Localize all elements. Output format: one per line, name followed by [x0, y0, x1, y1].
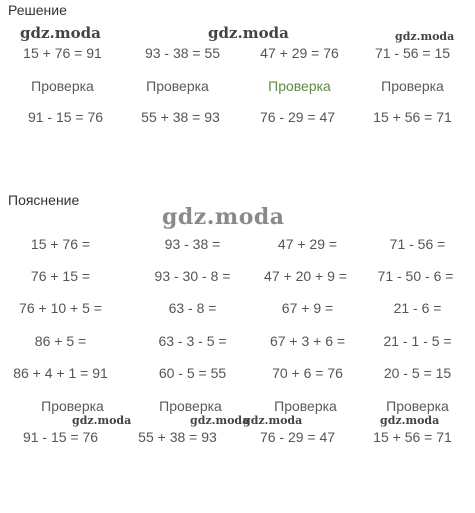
solution-check-labels-row — [0, 75, 475, 97]
explanation-step: 93 - 38 = — [164, 236, 221, 252]
explanation-step: 15 + 76 = — [30, 236, 91, 252]
check-equation: 76 - 29 = 47 — [259, 109, 336, 125]
explanation-step: 21 - 6 = — [393, 300, 442, 316]
explanation-step: 86 + 5 = — [34, 333, 87, 349]
explanation-row — [0, 265, 475, 287]
explanation-step: 71 - 50 - 6 = — [377, 268, 454, 284]
solution-equation: 15 + 76 = 91 — [23, 45, 102, 61]
check-equation: 55 + 38 = 93 — [138, 429, 217, 445]
explanation-step: 76 + 15 = — [30, 268, 91, 284]
check-equation: 91 - 15 = 76 — [27, 109, 104, 125]
check-label: Проверка — [381, 78, 444, 94]
explanation-step: 60 - 5 = 55 — [158, 365, 227, 381]
watermark: gdz.moda — [190, 414, 250, 427]
check-equation: 55 + 38 = 93 — [141, 109, 220, 125]
explanation-step: 20 - 5 = 15 — [383, 365, 452, 381]
explanation-step: 70 + 6 = 76 — [272, 365, 343, 381]
explanation-step: 47 + 29 = — [277, 236, 338, 252]
watermark: gdz.moda — [208, 24, 289, 42]
explanation-row — [0, 330, 475, 352]
watermark: gdz.moda — [20, 24, 101, 42]
explanation-heading: Пояснение — [8, 192, 80, 208]
explanation-step: 63 - 8 = — [168, 300, 217, 316]
solution-checks-row — [0, 106, 475, 128]
solution-equations-row — [0, 42, 475, 64]
check-label: Проверка — [386, 398, 449, 414]
watermark: gdz.moda — [162, 204, 285, 230]
check-label: Проверка — [31, 78, 94, 94]
explanation-step: 76 + 10 + 5 = — [19, 300, 102, 316]
check-label: Проверка — [274, 398, 337, 414]
explanation-step: 63 - 3 - 5 = — [158, 333, 227, 349]
check-label: Проверка — [268, 78, 331, 94]
check-equation: 76 - 29 = 47 — [259, 429, 336, 445]
check-equation: 15 + 56 = 71 — [373, 429, 452, 445]
watermark: gdz.moda — [395, 30, 455, 43]
check-equation: 15 + 56 = 71 — [373, 109, 452, 125]
solution-equation: 71 - 56 = 15 — [374, 45, 451, 61]
watermark: gdz.moda — [72, 414, 132, 427]
explanation-step: 67 + 9 = — [281, 300, 334, 316]
watermark: gdz.moda — [380, 414, 440, 427]
explanation-step: 71 - 56 = — [389, 236, 446, 252]
watermark: gdz.moda — [243, 414, 303, 427]
check-label: Проверка — [41, 398, 104, 414]
explanation-step: 67 + 3 + 6 = — [269, 333, 346, 349]
solution-heading: Решение — [8, 2, 67, 18]
check-label: Проверка — [146, 78, 209, 94]
explanation-step: 86 + 4 + 1 = 91 — [13, 365, 108, 381]
explanation-row — [0, 362, 475, 384]
check-equation: 91 - 15 = 76 — [22, 429, 99, 445]
explanation-step: 21 - 1 - 5 = — [383, 333, 452, 349]
check-label: Проверка — [159, 398, 222, 414]
solution-equation: 47 + 29 = 76 — [260, 45, 339, 61]
explanation-row — [0, 297, 475, 319]
explanation-checks-row — [0, 426, 475, 448]
explanation-row — [0, 233, 475, 255]
solution-equation: 93 - 38 = 55 — [144, 45, 221, 61]
explanation-step: 93 - 30 - 8 = — [154, 268, 231, 284]
explanation-step: 47 + 20 + 9 = — [264, 268, 347, 284]
